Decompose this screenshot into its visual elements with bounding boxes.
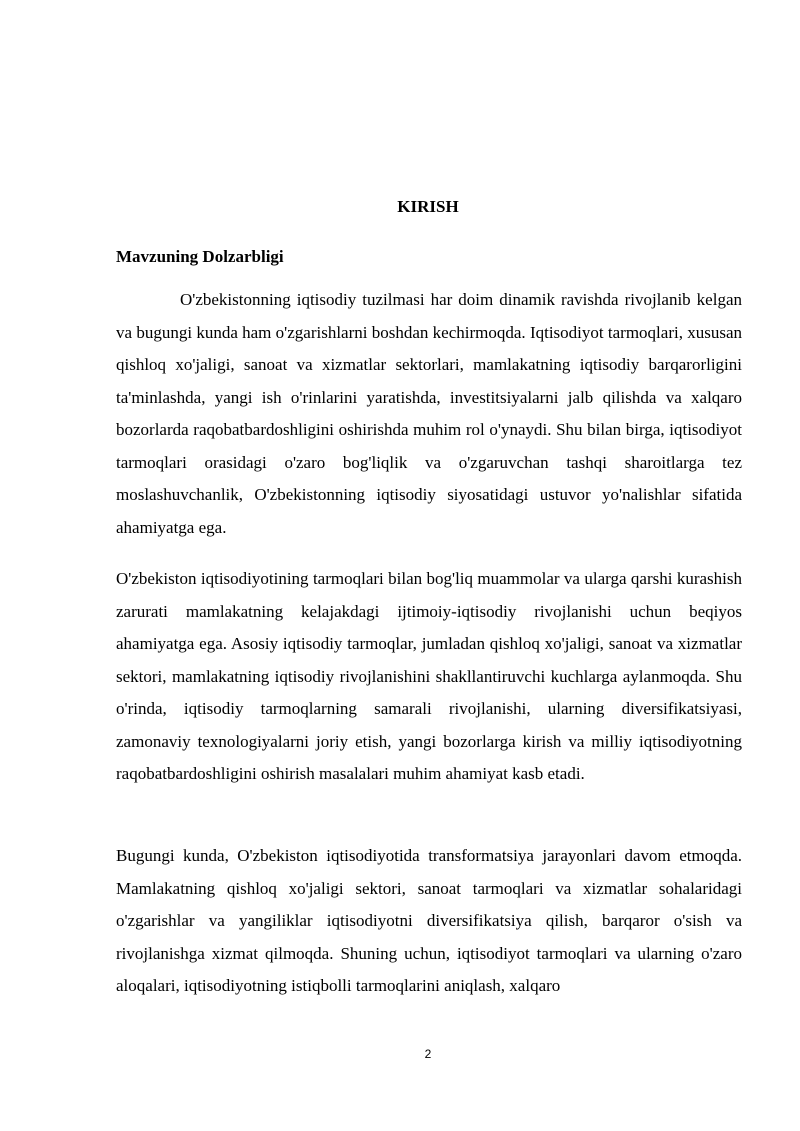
section-heading: Mavzuning Dolzarbligi: [116, 247, 284, 266]
paragraph-2: O'zbekiston iqtisodiyotining tarmoqlari bilan bog'liq muammolar va ularga qarshi kurashish zarurati mamlakatning kelajakdagi ijtimoiy-iqtisodiy rivojlanishi uchun beqiyos ahamiyatga ega. Asosiy iqtisodiy tarmoqlar, jumladan qishloq xo'jaligi, sanoat va xizmatlar sektori, mamlakatning iqtisodiy rivojlanishini shakllantiruvchi kuchlarga aylanmoqda. Shu o'rinda, iqtisodiy tarmoqlarning samarali rivojlanishi, ularning diversifikatsiyasi, zamonaviy texnologiyalarni joriy etish, yangi bozorlarga kirish va milliy iqtisodiyotning raqobatbardoshligini oshirish masalalari muhim ahamiyat kasb etadi.: [116, 569, 742, 783]
paragraph-1: O'zbekistonning iqtisodiy tuzilmasi har doim dinamik ravishda rivojlanib kelgan va bugungi kunda ham o'zgarishlarni boshdan kechirmoqda. Iqtisodiyot tarmoqlari, xususan qishloq xo'jaligi, sanoat va xizmatlar sektorlari, mamlakatning iqtisodiy barqarorligini ta'minlashda, yangi ish o'rinlarini yaratishda, investitsiyalarni jalb qilishda va xalqaro bozorlarda raqobatbardoshligini oshirishda muhim rol o'ynaydi. Shu bilan birga, iqtisodiyot tarmoqlari orasidagi o'zaro bog'liqlik va o'zgaruvchan tashqi sharoitlarga tez moslashuvchanlik, O'zbekistonning iqtisodiy siyosatidagi ustuvor yo'nalishlar sifatida ahamiyatga ega.: [116, 290, 742, 537]
page-title: KIRISH: [397, 197, 459, 216]
paragraph-3: Bugungi kunda, O'zbekiston iqtisodiyotida transformatsiya jarayonlari davom etmoqda. Mamlakatning qishloq xo'jaligi sektori, sanoat tarmoqlari va xizmatlar sohalaridagi o'zgarishlar va yangiliklar iqtisodiyotni diversifikatsiya qilish, barqaror o'sish va rivojlanishga xizmat qilmoqda. Shuning uchun, iqtisodiyot tarmoqlari va ularning o'zaro aloqalari, iqtisodiyotning istiqbolli tarmoqlarini aniqlash, xalqaro: [116, 846, 742, 995]
page-number: 2: [424, 1047, 432, 1061]
